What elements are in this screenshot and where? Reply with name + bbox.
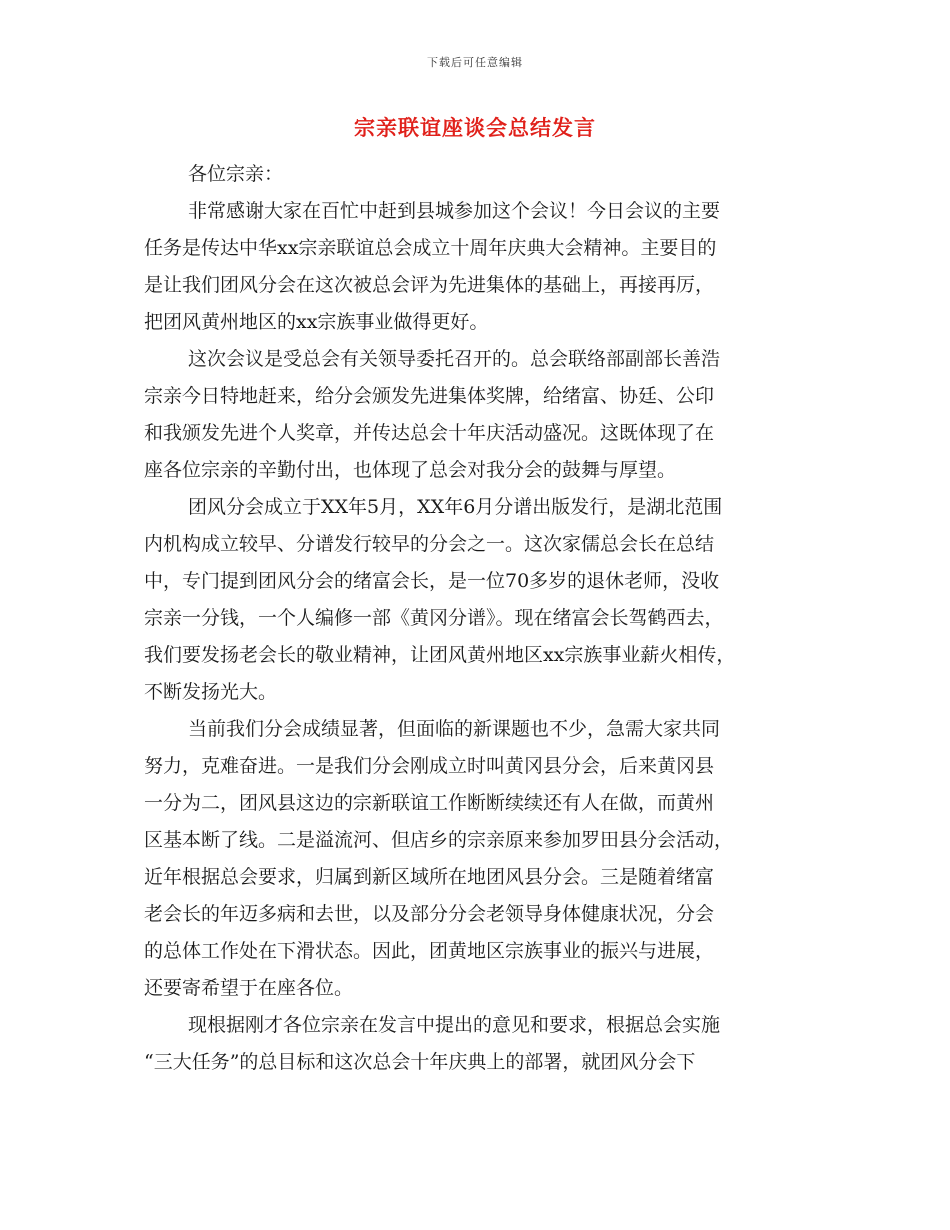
- text-line: 是让我们团风分会在这次被总会评为先进集体的基础上，再接再厉，: [144, 274, 715, 296]
- paragraph: [144, 1007, 812, 1081]
- text-line: 团风分会成立于XX年5月，XX年6月分谱出版发行，是湖北范围: [188, 496, 723, 518]
- text-line: 宗亲今日特地赶来，给分会颁发先进集体奖牌，给绪富、协廷、公印: [144, 385, 715, 407]
- text-line: 区基本断了线。二是溢流河、但店乡的宗亲原来参加罗田县分会活动，: [144, 829, 734, 851]
- text-line: 一分为二，团风县这边的宗新联谊工作断断续续还有人在做，而黄州: [144, 792, 715, 814]
- text-line: 的总体工作处在下滑状态。因此，团黄地区宗族事业的振兴与进展，: [144, 940, 715, 962]
- text-line: 把团风黄州地区的xx宗族事业做得更好。: [144, 311, 489, 333]
- text-line: 内机构成立较早、分谱发行较早的分会之一。这次家儒总会长在总结: [144, 533, 715, 555]
- text-line: 和我颁发先进个人奖章，并传达总会十年庆活动盛况。这既体现了在: [144, 422, 715, 444]
- header-note: 下载后可任意编辑: [427, 56, 523, 69]
- document-body: [144, 156, 812, 1081]
- text-line: 任务是传达中华xx宗亲联谊总会成立十周年庆典大会精神。主要目的: [144, 237, 717, 259]
- text-line: 当前我们分会成绩显著，但面临的新课题也不少，急需大家共同: [188, 718, 721, 740]
- paragraph: [144, 193, 812, 341]
- text-line: 宗亲一分钱，一个人编修一部《黄冈分谱》。现在绪富会长驾鹤西去，: [144, 607, 724, 629]
- text-line: 我们要发扬老会长的敬业精神，让团风黄州地区xx宗族事业薪火相传，: [144, 644, 736, 666]
- text-line: 中，专门提到团风分会的绪富会长，是一位70多岁的退休老师，没收: [144, 570, 720, 592]
- text-line: 座各位宗亲的辛勤付出，也体现了总会对我分会的鼓舞与厚望。: [144, 459, 677, 481]
- text-line: 不断发扬光大。: [144, 681, 278, 703]
- salutation: 各位宗亲：: [188, 163, 284, 185]
- text-line: 非常感谢大家在百忙中赶到县城参加这个会议！今日会议的主要: [188, 200, 721, 222]
- text-line: 努力，克难奋进。一是我们分会刚成立时叫黄冈县分会，后来黄冈县: [144, 755, 715, 777]
- text-line: 这次会议是受总会有关领导委托召开的。总会联络部副部长善浩: [188, 348, 721, 370]
- text-line: 老会长的年迈多病和去世，以及部分分会老领导身体健康状况，分会: [144, 903, 715, 925]
- paragraph: [144, 341, 812, 489]
- paragraph: [144, 489, 812, 711]
- text-line: “三大任务”的总目标和这次总会十年庆典上的部署，就团风分会下: [144, 1051, 696, 1073]
- text-line: 近年根据总会要求，归属到新区域所在地团风县分会。三是随着绪富: [144, 866, 715, 888]
- text-line: 还要寄希望于在座各位。: [144, 977, 354, 999]
- text-line: 现根据刚才各位宗亲在发言中提出的意见和要求，根据总会实施: [188, 1014, 721, 1036]
- paragraph: [144, 711, 812, 1007]
- document-title: 宗亲联谊座谈会总结发言: [354, 115, 596, 140]
